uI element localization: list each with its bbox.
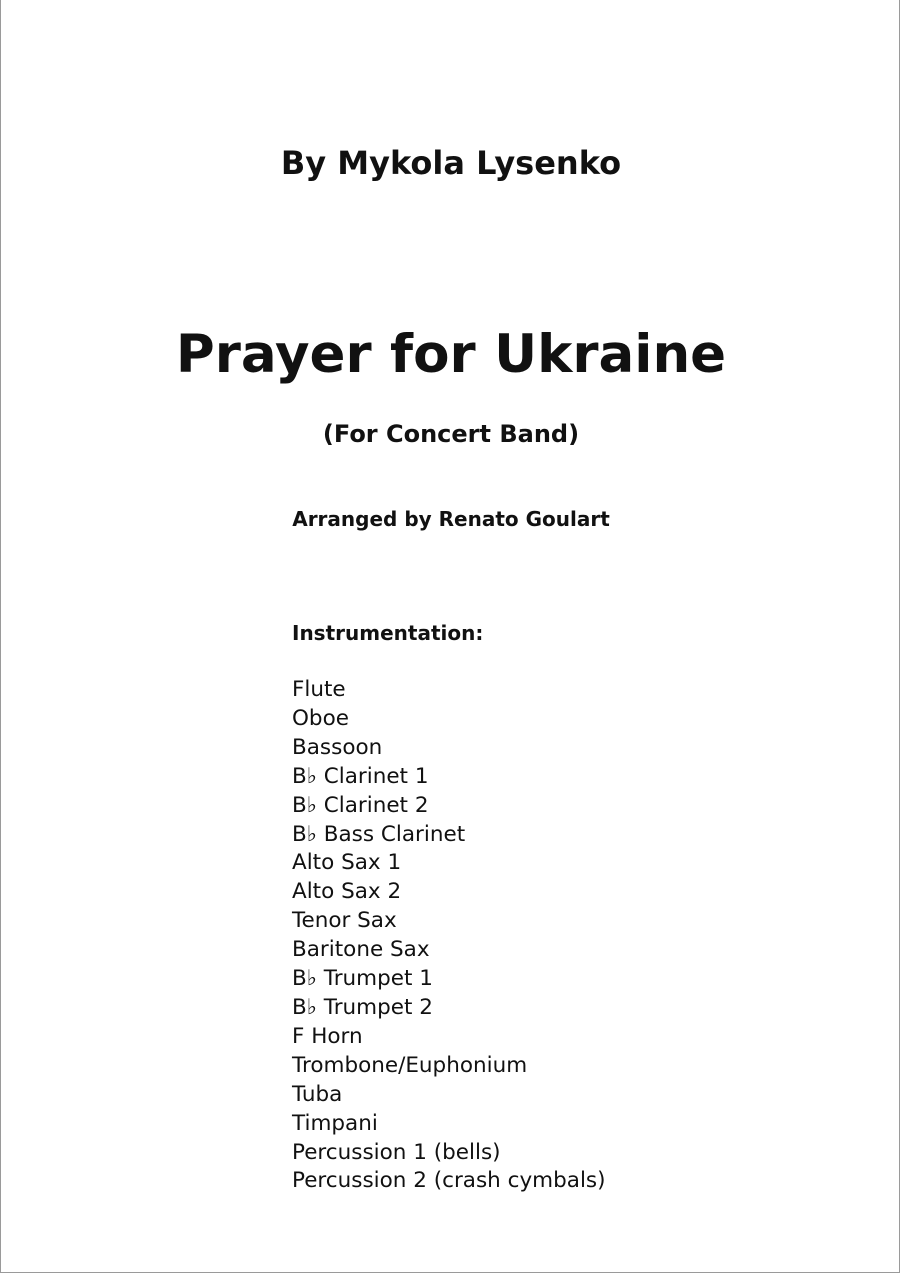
arranger-credit: Arranged by Renato Goulart	[292, 507, 610, 531]
instrument-item: B♭ Trumpet 1	[292, 966, 433, 992]
instrument-item: Trombone/Euphonium	[292, 1052, 528, 1078]
instrument-item: Timpani	[292, 1110, 378, 1136]
instrument-item: Tenor Sax	[292, 908, 397, 934]
instrument-item: Baritone Sax	[292, 937, 430, 963]
instrument-item: F Horn	[292, 1023, 363, 1049]
instrument-item: Alto Sax 1	[292, 850, 402, 876]
instrument-item: Percussion 1 (bells)	[292, 1139, 501, 1165]
instrument-item: B♭ Trumpet 2	[292, 994, 433, 1020]
instrument-item: B♭ Clarinet 2	[292, 792, 429, 818]
instrument-item: B♭ Bass Clarinet	[292, 821, 466, 847]
instrument-item: Flute	[292, 677, 346, 702]
score-subtitle: (For Concert Band)	[322, 420, 580, 448]
composer-credit: By Mykola Lysenko	[280, 144, 622, 182]
instrument-item: Oboe	[292, 705, 349, 731]
instrument-item: Percussion 2 (crash cymbals)	[292, 1168, 606, 1194]
instrument-item: Tuba	[292, 1081, 343, 1107]
instrument-item: Alto Sax 2	[292, 879, 402, 905]
instrumentation-heading: Instrumentation:	[292, 621, 484, 645]
score-title: Prayer for Ukraine	[175, 324, 727, 385]
instrument-item: B♭ Clarinet 1	[292, 763, 429, 789]
instrumentation-list	[292, 676, 606, 1196]
instrument-item: Bassoon	[292, 734, 383, 760]
